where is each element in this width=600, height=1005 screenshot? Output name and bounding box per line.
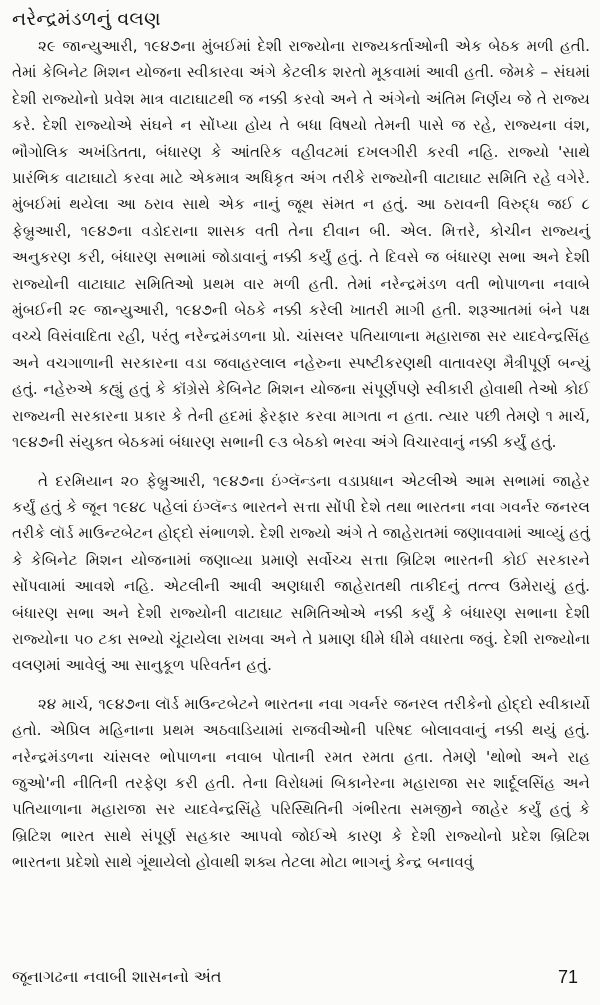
page-footer: [12, 962, 578, 992]
section-heading: નરેન્દ્રમંડળનું વલણ: [12, 8, 161, 30]
page-number: 71: [557, 966, 578, 987]
body-paragraph-1: ૨૯ જાન્યુઆરી, ૧૯૪૭ના મુંબઈમાં દેશી રાજ્યોના રાજ્યકર્તાઓની એક બેઠક મળી હતી. તેમાં કેબિનેટ મિશન યોજના સ્વીકારવા અંગે કેટલીક શરતો મૂકવામાં આવી હતી. જેમકે – સંઘમાં દેશી રાજ્યોનો પ્રવેશ માત્ર વાટાઘાટથી જ નક્કી કરવો અને તે અંગેનો અંતિમ નિર્ણય જે તે રાજ્ય કરે. દેશી રાજ્યોએ સંઘને ન સોંપ્યા હોય તે બધા વિષયો તેમની પાસે જ રહે, રાજ્યના વંશ, ભૌગોલિક અખંડિતતા, બંધારણ કે આંતરિક વહીવટમાં દખલગીરી કરવી નહિ. રાજ્યો 'સાથે પ્રારંભિક વાટાઘાટો કરવા માટે એકમાત્ર અધિકૃત અંગ તરીકે રાજ્યોની વાટાઘાટ સમિતિ રહે વગેરે. મુંબઈમાં થયેલા આ ઠરાવ સાથે એક નાનું જૂથ સંમત ન હતું. આ ઠરાવની વિરુદ્ધ જઈ ૮ ફેબ્રુઆરી, ૧૯૪૭ના વડોદરાના શાસક વતી તેના દીવાન બી. એલ. મિત્તરે, કોચીન રાજ્યનું અનુકરણ કરી, બંધારણ સભામાં જોડાવાનું નક્કી કર્યું હતું. તે દિવસે જ બંધારણ સભા અને દેશી રાજ્યોની વાટાઘાટ સમિતિઓ પ્રથમ વાર મળી હતી. તેમાં નરેન્દ્રમંડળ વતી ભોપાળના નવાબે મુંબઈની ૨૯ જાન્યુઆરી, ૧૯૪૭ની બેઠકે નક્કી કરેલી ખાતરી માગી હતી. શરૂઆતમાં બંને પક્ષ વચ્ચે વિસંવાદિતા રહી, પરંતુ નરેન્દ્રમંડળના પ્રો. ચાંસલર પતિયાળાના મહારાજા સર યાદવેન્દ્રસિંહ અને વચગાળાની સરકારના વડા જવાહરલાલ નહેરુના સ્પષ્ટીકરણથી વાતાવરણ મૈત્રીપૂર્ણ બન્યું હતું. નહેરુએ કહ્યું હતું કે કૉંગ્રેસે કેબિનેટ મિશન યોજના સંપૂર્ણપણે સ્વીકારી હોવાથી તેઓ કોઈ રાજ્યની સરકારના પ્રકાર કે તેની હદમાં ફેરફાર કરવા માગતા ન હતા. ત્યાર પછી તેમણે ૧ માર્ચ, ૧૯૪૭ની સંયુક્ત બેઠકમાં બંધારણ સભાની ૯૩ બેઠકો ભરવા અંગે વિચારવાનું નક્કી કર્યું હતું.: [12, 37, 590, 452]
body-paragraph-3: ૨૪ માર્ચ, ૧૯૪૭ના લૉર્ડ માઉન્ટબેટને ભારતના નવા ગવર્નર જનરલ તરીકેનો હોદ્દો સ્વીકાર્યો હતો. એપ્રિલ મહિનાના પ્રથમ અઠવાડિયામાં રાજવીઓની પરિષદ બોલાવવાનું નક્કી થયું હતું. નરેન્દ્રમંડળના ચાંસલર ભોપાળના નવાબ પોતાની રમત રમતા હતા. તેમણે 'થોભો અને રાહ જુઓ'ની નીતિની તરફેણ કરી હતી. તેના વિરોધમાં બિકાનેરના મહારાજા સર શાર્દૂલસિંહ અને પતિયાળાના મહારાજા સર યાદવેન્દ્રસિંહે પરિસ્થિતિની ગંભીરતા સમજીને જાહેર કર્યું હતું કે બ્રિટિશ ભારત સાથે સંપૂર્ણ સહકાર આપવો જોઈએ કારણ કે દેશી રાજ્યોનો પ્રદેશ બ્રિટિશ ભારતના પ્રદેશો સાથે ગૂંથાયેલો હોવાથી શક્ય તેટલા મોટા ભાગનું કેન્દ્ર બનાવવું: [12, 694, 590, 872]
running-title: જૂનાગઢના નવાબી શાસનનો અંત: [12, 967, 222, 986]
body-paragraph-2: તે દરમિયાન ૨૦ ફેબ્રુઆરી, ૧૯૪૭ના ઇંગ્લૅન્ડના વડાપ્રધાન એટલીએ આમ સભામાં જાહેર કર્યું હતું કે જૂન ૧૯૪૮ પહેલાં ઇંગ્લૅન્ડ ભારતને સત્તા સોંપી દેશે તથા ભારતના નવા ગવર્નર જનરલ તરીકે લૉર્ડ માઉન્ટબેટન હોદ્દો સંભાળશે. દેશી રાજ્યો અંગે તે જાહેરાતમાં જણાવવામાં આવ્યું હતું કે કેબિનેટ મિશન યોજનામાં જણાવ્યા પ્રમાણે સર્વોચ્ચ સત્તા બ્રિટિશ ભારતની કોઈ સરકારને સોંપવામાં આવશે નહિ. એટલીની આવી અણધારી જાહેરાતથી તાકીદનું તત્ત્વ ઉમેરાયું હતું. બંધારણ સભા અને દેશી રાજ્યોની વાટાઘાટ સમિતિઓએ નક્કી કર્યું કે બંધારણ સભાના દેશી રાજ્યોના ૫૦ ટકા સભ્યો ચૂંટાયેલા રાખવા અને તે પ્રમાણ ધીમે ધીમે વધારતા જવું. દેશી રાજ્યોના વલણમાં આવેલું આ સાનુકૂળ પરિવર્તન હતું.: [12, 471, 590, 675]
